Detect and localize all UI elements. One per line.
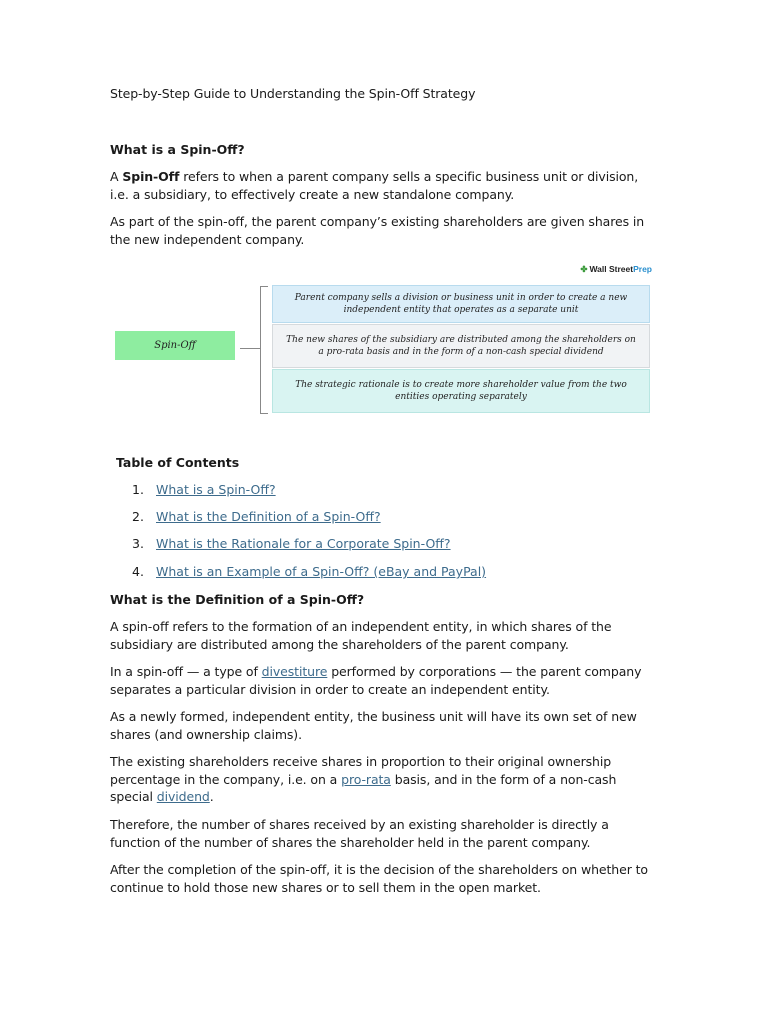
paragraph-divestiture [110,663,658,698]
toc-item-number: 3. [132,536,144,551]
bold-term: Spin-Off [122,169,180,184]
paragraph-new-shares: As a newly formed, independent entity, the business unit will have its own set of new shares (and ownership claims). [110,709,637,742]
spin-off-diagram [110,262,658,418]
leaf-icon: ✤ [580,264,588,274]
paragraph-shares-function: Therefore, the number of shares received by an existing shareholder is directly a function of the number of shares the shareholder held in the parent company. [110,817,609,850]
section-heading-definition: What is the Definition of a Spin-Off? [110,592,365,607]
diagram-row-3: The strategic rationale is to create more shareholder value from the two entities operating separately [272,369,650,413]
wall-street-prep-logo [580,264,652,275]
paragraph-text: In a spin-off — a type of [110,664,262,679]
pro-rata-link[interactable]: pro-rata [341,771,391,787]
paragraph-completion: After the completion of the spin-off, it is the decision of the shareholders on whether to continue to hold those new shares or to sell them in the open market. [110,862,648,895]
document-title: Step-by-Step Guide to Understanding the Spin-Off Strategy [110,86,476,101]
paragraph-text: performed by corporations — the parent company separates a particular division in order to create an independent entity. [110,664,642,697]
toc-title: Table of Contents [116,455,240,470]
paragraph-text: basis, and in the form of a non-cash special [110,771,617,804]
paragraph-text: The existing shareholders receive shares in proportion to their original ownership percentage in the company, i.e. on a [110,754,612,787]
section-heading-what-is: What is a Spin-Off? [110,142,245,157]
dividend-link[interactable]: dividend [156,789,210,804]
paragraph-pro-rata [110,753,658,806]
paragraph-text: . [209,789,214,804]
paragraph-shareholders: As part of the spin-off, the parent company’s existing shareholders are given shares in the new independent company. [110,214,645,247]
toc-item-number: 4. [132,564,144,579]
paragraph-spin-off-intro [110,168,658,203]
divestiture-link[interactable]: divestiture [261,664,328,679]
diagram-row-2: The new shares of the subsidiary are distributed among the shareholders on a pro-rata basis and in the form of a non-cash special dividend [272,324,650,368]
toc-link-rationale[interactable]: What is the Rationale for a Corporate Spin-Off? [156,536,451,551]
bracket-line [260,286,268,414]
toc-item-number: 1. [132,482,144,497]
spin-off-label-box: Spin-Off [115,331,235,360]
toc-link-what-is[interactable]: What is a Spin-Off? [156,482,276,497]
logo-accent-text: Prep [633,264,652,274]
toc-link-definition[interactable]: What is the Definition of a Spin-Off? [156,509,381,524]
connector-line [240,348,260,349]
toc-link-example[interactable]: What is an Example of a Spin-Off? (eBay and PayPal) [156,564,487,579]
paragraph-text: A [110,169,123,184]
logo-text: Wall Street [589,264,634,274]
paragraph-definition: A spin-off refers to the formation of an independent entity, in which shares of the subsidiary are distributed among the shareholders of the parent company. [110,619,612,652]
diagram-row-1: Parent company sells a division or business unit in order to create a new independent entity that operates as a separate unit [272,285,650,323]
toc-item-number: 2. [132,509,144,524]
paragraph-text: refers to when a parent company sells a specific business unit or division, i.e. a subsidiary, to effectively create a new standalone company. [110,169,639,202]
